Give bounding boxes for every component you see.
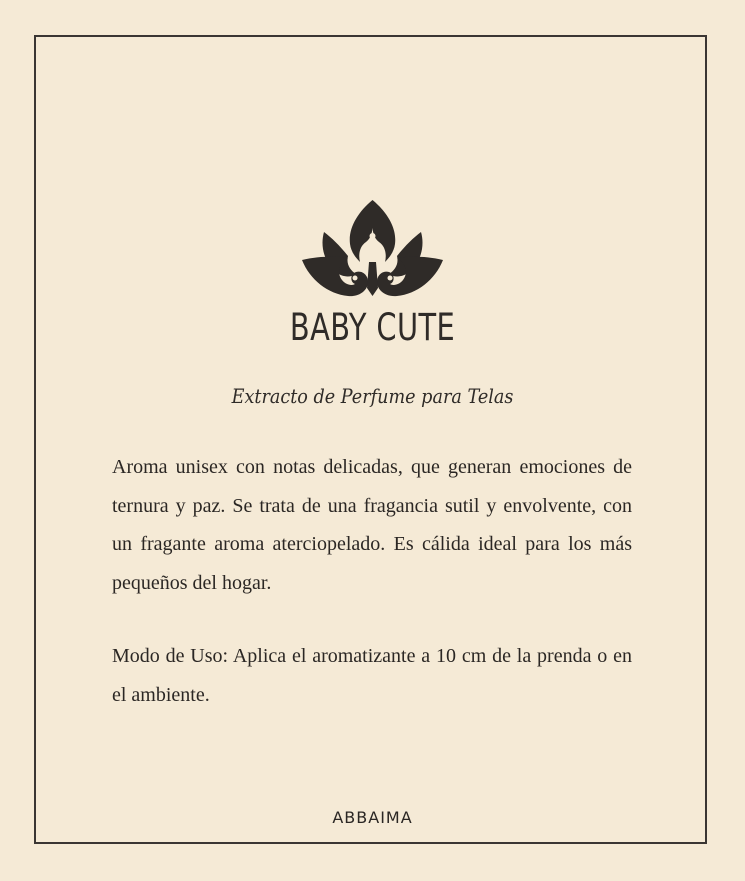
product-subtitle: Extracto de Perfume para Telas	[231, 384, 514, 408]
product-description: Aroma unisex con notas delicadas, que generan emociones de ternura y paz. Se trata de una fragancia sutil y envolvente, con un fragante aroma aterciopelado. Es cálida ideal para los más pequeños del hogar.	[112, 456, 632, 594]
usage-instructions: Modo de Uso: Aplica el aromatizante a 10 cm de la prenda o en el ambiente.	[112, 645, 632, 706]
lotus-ornament-icon	[300, 198, 445, 300]
label-frame	[34, 35, 707, 844]
brand-title: BABY CUTE	[289, 306, 456, 349]
maker-name: ABBAIMA	[332, 808, 413, 827]
